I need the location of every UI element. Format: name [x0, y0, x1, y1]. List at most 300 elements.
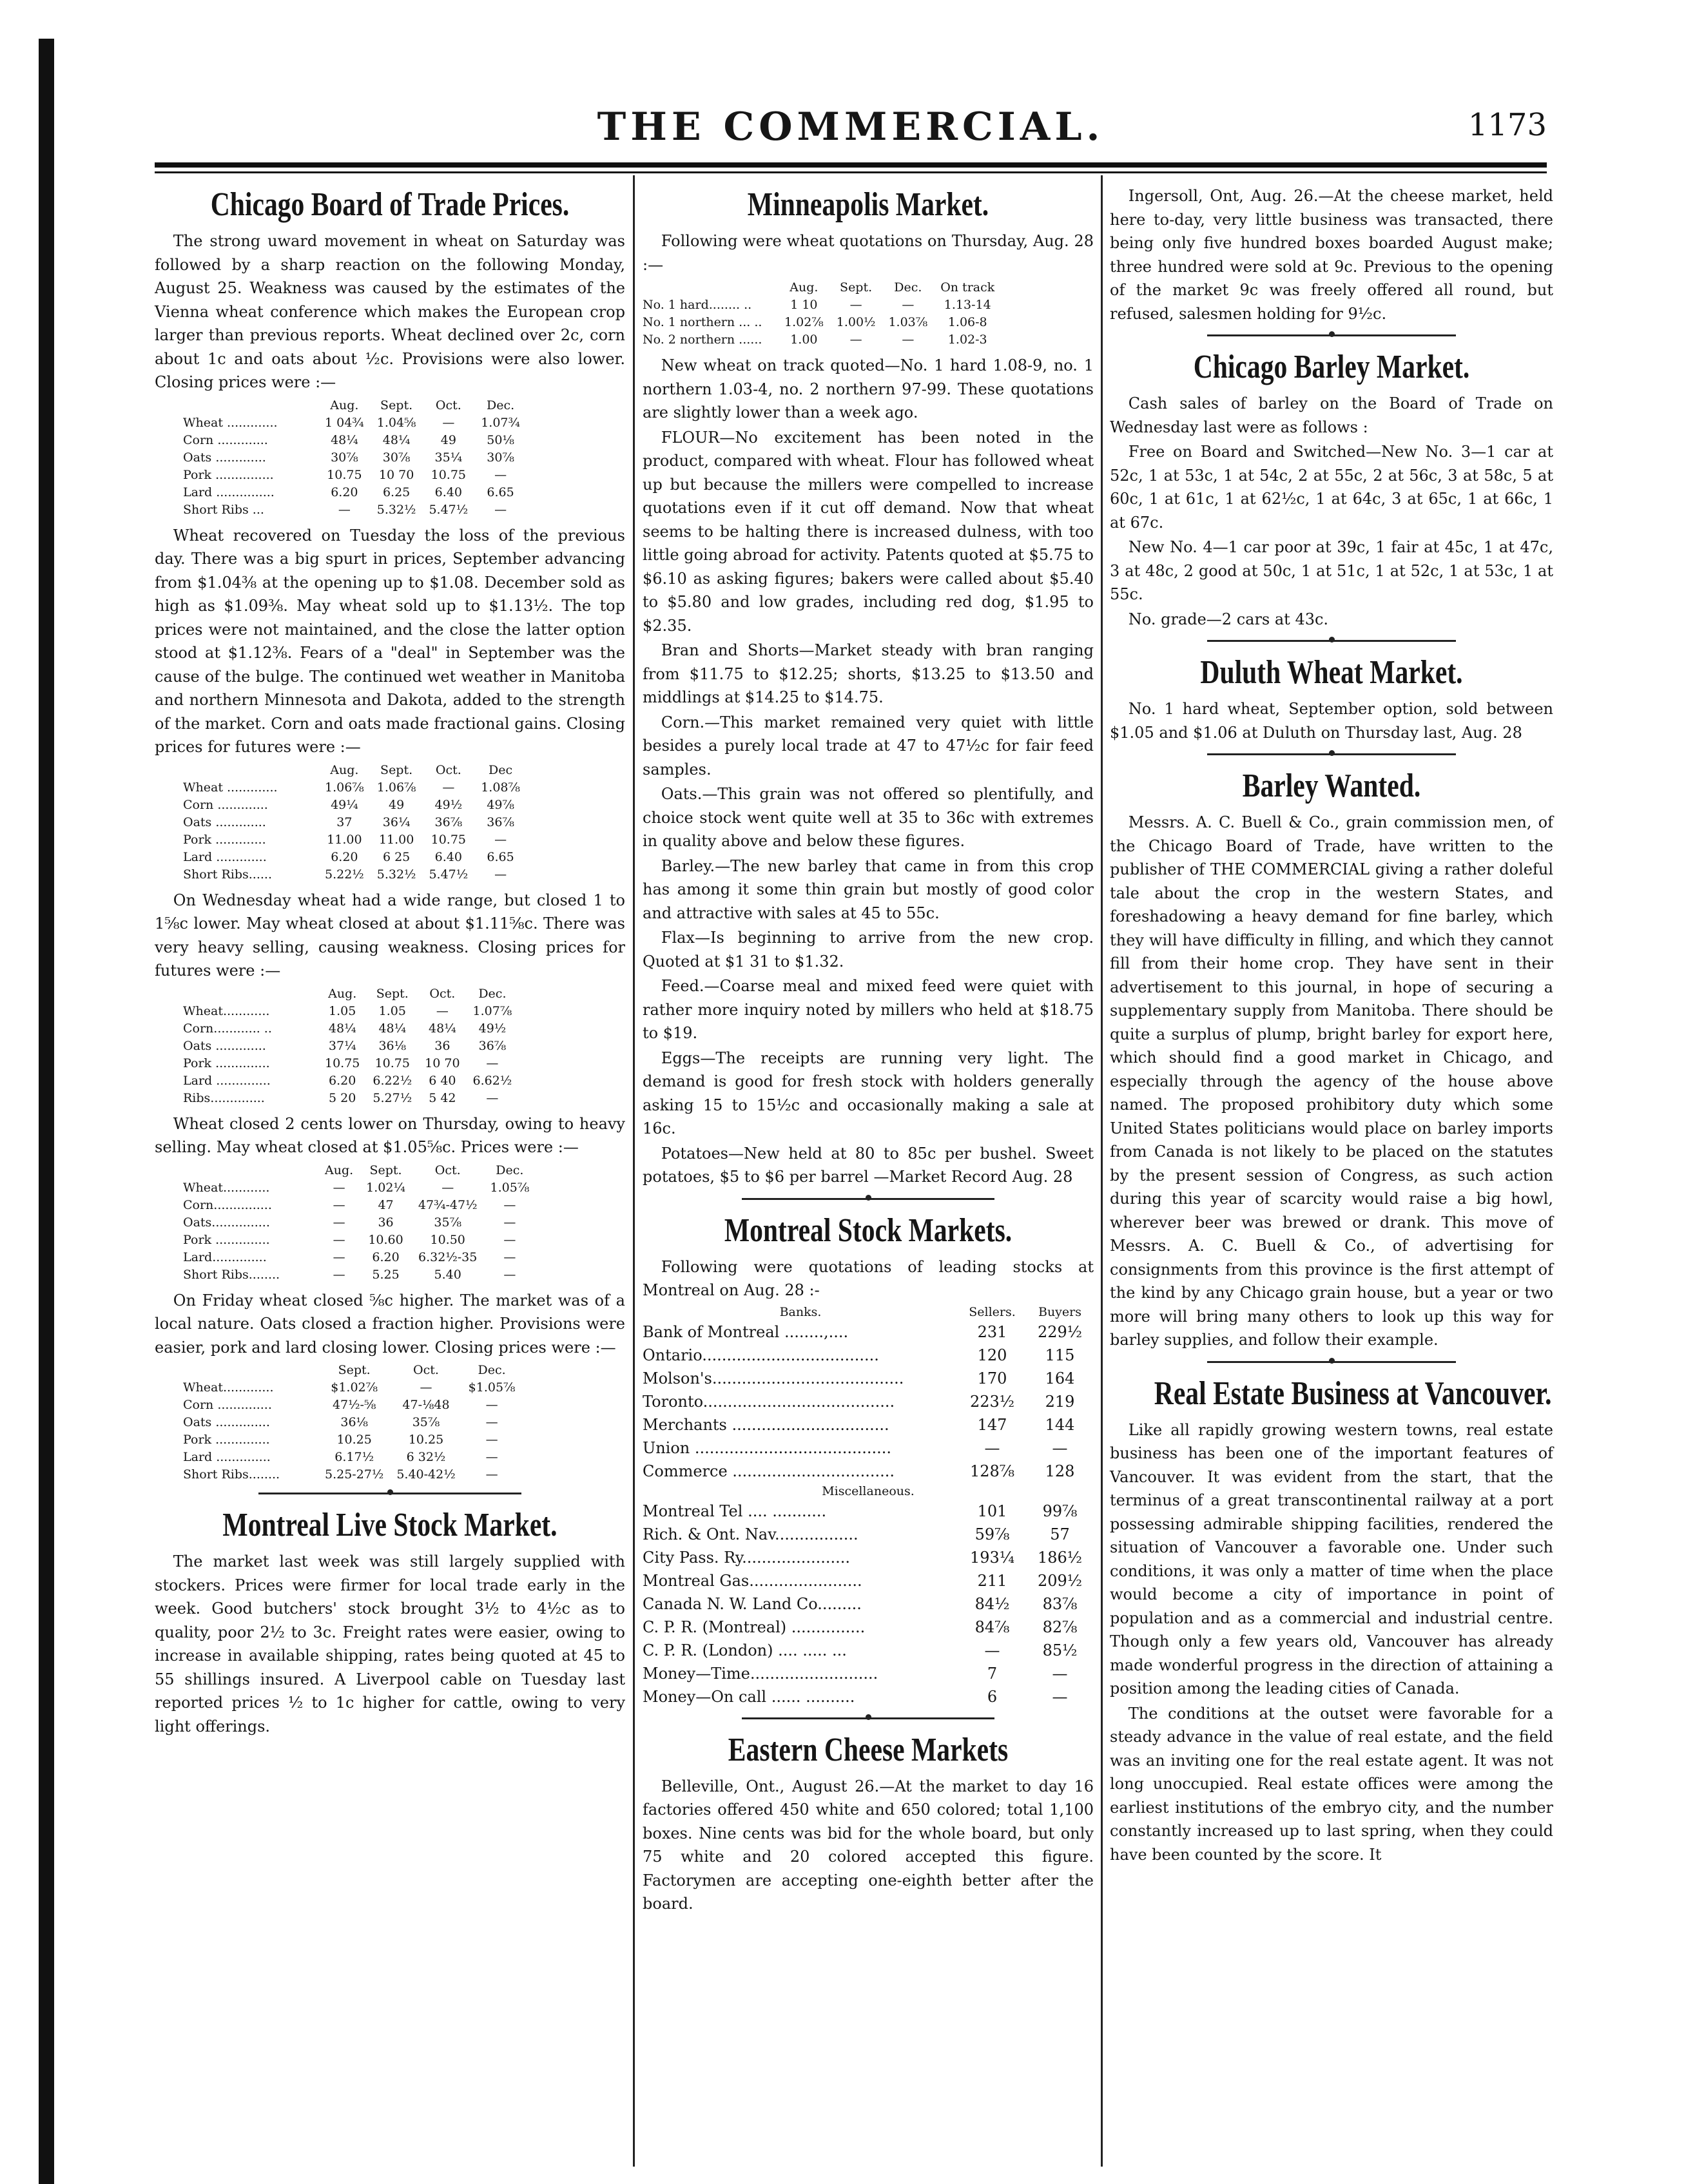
- price-cell: 48¼: [382, 432, 411, 447]
- commodity-label: Oats ..............: [183, 1415, 270, 1429]
- table-row: [183, 449, 527, 467]
- price-cell: —: [485, 1398, 498, 1412]
- price-cell: —: [436, 1003, 449, 1018]
- stock-row: [643, 1569, 1094, 1592]
- price-cell: —: [333, 1180, 345, 1195]
- column-header: Sept.: [338, 1363, 371, 1377]
- stock-name: Canada N. W. Land Co.........: [643, 1594, 862, 1613]
- price-cell: 1.06⅞: [376, 780, 416, 795]
- stock-price: 82⅞: [1042, 1618, 1078, 1636]
- stock-table: [643, 1304, 1094, 1708]
- price-cell: —: [494, 832, 507, 847]
- price-cell: —: [442, 415, 455, 430]
- price-cell: 36⅞: [478, 1038, 507, 1053]
- price-cell: 37¼: [328, 1038, 356, 1053]
- price-cell: 6.40: [434, 485, 462, 499]
- price-cell: 5.25-27½: [325, 1467, 384, 1482]
- price-cell: 36⅞: [434, 815, 463, 829]
- price-cell: 1.02-3: [947, 333, 987, 347]
- stock-price: 144: [1045, 1415, 1075, 1434]
- price-cell: 6 25: [382, 849, 411, 864]
- commodity-label: Oats .............: [183, 1038, 266, 1053]
- price-cell: —: [333, 1215, 345, 1230]
- table-row: [183, 1396, 521, 1414]
- price-cell: 1.02⅞: [784, 315, 824, 329]
- column-header: Aug.: [325, 1163, 354, 1177]
- price-cell: 1.13-14: [944, 298, 991, 312]
- price-cell: 6.65: [487, 849, 514, 864]
- paragraph: Wheat closed 2 cents lower on Thursday, owing to heavy selling. May wheat closed at $1.05⅝c. Prices were :—: [155, 1114, 625, 1156]
- column-divider: [633, 175, 635, 2167]
- column-1: [155, 184, 625, 1739]
- price-cell: 49½: [478, 1021, 507, 1036]
- commodity-label: Lard .............: [183, 849, 267, 864]
- commodity-label: Wheat.............: [183, 1380, 274, 1395]
- stock-row: [643, 1413, 1094, 1436]
- price-cell: —: [486, 1056, 499, 1070]
- price-cell: 11.00: [327, 832, 362, 847]
- commodity-label: Pork ...............: [183, 467, 274, 482]
- stock-row: [643, 1460, 1094, 1483]
- price-cell: 10.50: [430, 1232, 465, 1247]
- column-header: Dec.: [486, 398, 515, 412]
- stock-name: Ontario....................................: [643, 1346, 879, 1364]
- price-cell: 6.62½: [472, 1073, 512, 1088]
- price-cell: —: [503, 1232, 516, 1247]
- price-cell: 30⅞: [487, 450, 514, 465]
- price-cell: —: [333, 1232, 345, 1247]
- price-cell: —: [503, 1197, 516, 1212]
- commodity-label: Pork ..............: [183, 1433, 270, 1447]
- heading-duluth-wheat-market: Duluth Wheat Market.: [1200, 654, 1463, 691]
- price-cell: 5.25: [372, 1267, 400, 1282]
- commodity-label: Short Ribs......: [183, 867, 272, 882]
- paragraph: FLOUR—No excitement has been noted in the product, compared with wheat. Flour has followed wheat up but because the millers were compelled to increase quotations even if it cut off demand. Now that wheat seems to be halting there is increased dulness, with too little going abroad for activity. Patents quoted at $5.75 to $6.10 as asking figures; bakers were called about $5.40 to $5.80 and low grades, including red dog, $1.95 to $2.35.: [643, 428, 1094, 635]
- commodity-label: Wheat .............: [183, 780, 278, 795]
- heading-chicago-barley-market: Chicago Barley Market.: [1193, 349, 1470, 385]
- stock-row: [643, 1685, 1094, 1708]
- price-cell: 30⅞: [331, 450, 358, 465]
- stock-name: Money—On call ...... ..........: [643, 1687, 855, 1706]
- price-cell: 5.32½: [376, 867, 416, 882]
- price-cell: 10 70: [425, 1056, 460, 1070]
- price-cell: 49: [440, 432, 456, 447]
- price-cell: 36⅞: [487, 815, 514, 829]
- table-row: [643, 296, 1001, 314]
- price-cell: 1.02¼: [366, 1180, 405, 1195]
- table-row: [183, 866, 527, 884]
- heading-eastern-cheese-markets: Eastern Cheese Markets: [728, 1731, 1009, 1768]
- column-header: Aug.: [790, 280, 819, 295]
- table-row: [643, 314, 1001, 331]
- table-row: [183, 432, 527, 449]
- price-cell: 36: [434, 1038, 451, 1053]
- price-cell: 49½: [434, 797, 463, 812]
- stock-price: 99⅞: [1042, 1502, 1078, 1520]
- commodity-label: Pork .............: [183, 832, 266, 847]
- stock-name: Bank of Montreal ........,....: [643, 1322, 849, 1341]
- commodity-label: Wheat............: [183, 1003, 270, 1018]
- paragraph: The conditions at the outset were favorable for a steady advance in the value of real estate, and the field was an inviting one for the real estate agent. It was not long unoccupied. Real estate offices were among the earliest institutions of the embryo city, and the number constantly increased up to last spring, when they could have been counted by the score. It: [1110, 1704, 1553, 1864]
- stock-name: Rich. & Ont. Nav.................: [643, 1525, 858, 1543]
- commodity-label: Short Ribs ...: [183, 502, 264, 517]
- column-header: Dec.: [478, 986, 507, 1001]
- commodity-label: Pork ..............: [183, 1056, 270, 1070]
- column-header: Dec.: [894, 280, 922, 295]
- table-row: [183, 1090, 518, 1107]
- paragraph: On Wednesday wheat had a wide range, but closed 1 to 1⅝c lower. May wheat closed at about $1.11⅝c. There was very heavy selling, causing weakness. Closing prices for futures were :—: [155, 891, 625, 980]
- heading-real-estate-vancouver: Real Estate Business at Vancouver.: [1154, 1375, 1552, 1412]
- stock-row: [643, 1592, 1094, 1616]
- column-header: Sept.: [380, 398, 413, 412]
- price-table: [183, 397, 527, 519]
- stock-row: [643, 1500, 1094, 1523]
- section-separator: [1207, 334, 1455, 336]
- masthead-rule: [155, 162, 1547, 168]
- stock-row: [643, 1320, 1094, 1344]
- stock-row: [643, 1662, 1094, 1685]
- price-cell: 1 04¾: [325, 415, 364, 430]
- stock-row: [643, 1367, 1094, 1390]
- paragraph: The market last week was still largely supplied with stockers. Prices were firmer for local trade early in the week. Good butchers' stock brought 3½ to 4½c as to quality, poor 2½ to 3c. Freight rates were easier, owing to increase in available shipping, rates being quoted at 45 to 55 shillings insured. A Liverpool cable on Tuesday last reported prices ½ to 1c higher for cattle, owing to very light offerings.: [155, 1552, 625, 1735]
- price-cell: —: [494, 867, 507, 882]
- paragraph: Barley.—The new barley that came in from this crop has among it some thin grain but mostly of good color and attractive with sales at 45 to 55c.: [643, 856, 1094, 922]
- stock-price: 83⅞: [1042, 1594, 1078, 1613]
- commodity-label: Pork ..............: [183, 1232, 270, 1247]
- stock-price: —: [1052, 1664, 1068, 1683]
- paragraph: Following were quotations of leading stocks at Montreal on Aug. 28 :-: [643, 1257, 1094, 1299]
- stock-header-sellers: Sellers.: [969, 1304, 1016, 1319]
- paragraph: New wheat on track quoted—No. 1 hard 1.08-9, no. 1 northern 1.03-4, no. 2 northern 97-99. These quotations are slightly lower than a week ago.: [643, 356, 1094, 421]
- masthead-rule-thin: [155, 171, 1547, 173]
- table-row: [183, 1197, 536, 1214]
- price-cell: —: [441, 1180, 454, 1195]
- price-table: [183, 762, 527, 884]
- stock-price: 57: [1050, 1525, 1070, 1543]
- price-cell: —: [485, 1467, 498, 1482]
- price-cell: 1.05: [329, 1003, 356, 1018]
- stock-name: Money—Time..........................: [643, 1664, 878, 1683]
- commodity-label: Lard ...............: [183, 485, 275, 499]
- paragraph: Feed.—Coarse meal and mixed feed were quiet with rather more inquiry noted by millers who held at $18.75 to $19.: [643, 977, 1094, 1042]
- price-cell: 6.32½-35: [418, 1250, 478, 1264]
- commodity-label: No. 2 northern ......: [643, 333, 762, 347]
- table-row: [643, 331, 1001, 349]
- table-corner: [183, 397, 318, 414]
- column-header: Sept.: [840, 280, 873, 295]
- commodity-label: Wheat .............: [183, 415, 278, 430]
- paragraph: Potatoes—New held at 80 to 85c per bushel. Sweet potatoes, $5 to $6 per barrel —Market Record Aug. 28: [643, 1144, 1094, 1186]
- table-row: [183, 797, 527, 814]
- price-cell: 5.22½: [325, 867, 364, 882]
- paragraph: Ingersoll, Ont, Aug. 26.—At the cheese market, held here to-day, very little business was transacted, there being only five hundred boxes boarded August make; three hundred were sold at 9c. Previous to the opening of the market 9c was freely offered all round, but refused, salesmen holding for 9½c.: [1110, 187, 1553, 323]
- heading-montreal-stock-markets: Montreal Stock Markets.: [724, 1212, 1013, 1249]
- stock-price: 7: [987, 1664, 998, 1683]
- table-row: [183, 1214, 536, 1232]
- price-cell: —: [333, 1197, 345, 1212]
- stock-name: Molson's.......................................: [643, 1369, 904, 1387]
- price-cell: 10.75: [431, 832, 467, 847]
- stock-row: [643, 1546, 1094, 1569]
- price-cell: 47: [378, 1197, 394, 1212]
- stock-header-banks: Banks.: [779, 1304, 822, 1319]
- stock-name: Merchants ................................: [643, 1415, 889, 1434]
- table-row: [183, 1379, 521, 1396]
- paragraph: Eggs—The receipts are running very light. The demand is good for fresh stock with holders generally asking 15 to 15½c and occasionally making a sale at 16c.: [643, 1049, 1094, 1137]
- price-cell: 49¼: [331, 797, 358, 812]
- price-cell: 1.03⅞: [888, 315, 928, 329]
- price-cell: 1.00½: [836, 315, 876, 329]
- stock-price: 128⅞: [969, 1462, 1015, 1480]
- price-cell: 48¼: [328, 1021, 356, 1036]
- price-cell: 6.20: [331, 849, 358, 864]
- price-cell: —: [486, 1090, 499, 1105]
- price-cell: —: [503, 1215, 516, 1230]
- price-cell: 1 10: [790, 298, 818, 312]
- section-separator: [258, 1493, 522, 1494]
- stock-price: 84⅞: [974, 1618, 1010, 1636]
- price-cell: 5.47½: [429, 867, 469, 882]
- price-cell: 1.04⅝: [376, 415, 416, 430]
- stock-name: City Pass. Ry......................: [643, 1548, 850, 1567]
- price-cell: —: [485, 1433, 498, 1447]
- paragraph: Free on Board and Switched—New No. 3—1 car at 52c, 1 at 53c, 1 at 54c, 2 at 55c, 2 at 56c, 3 at 58c, 5 at 60c, 1 at 61c, 1 at 62½c, 1 at 64c, 3 at 65c, 1 at 66c, 1 at 67c.: [1110, 443, 1553, 532]
- stock-price: 85½: [1042, 1641, 1078, 1659]
- price-cell: 6 40: [429, 1073, 456, 1088]
- table-row: [183, 1466, 521, 1483]
- column-header: Aug.: [328, 986, 357, 1001]
- commodity-label: Corn ..............: [183, 1398, 272, 1412]
- table-row: [183, 1266, 536, 1284]
- column-divider: [1101, 175, 1103, 2167]
- stock-price: 101: [977, 1502, 1007, 1520]
- price-cell: 1.00: [790, 333, 818, 347]
- commodity-label: Corn .............: [183, 432, 268, 447]
- stock-name: Toronto.......................................: [643, 1392, 895, 1411]
- paragraph: Cash sales of barley on the Board of Trade on Wednesday last were as follows :: [1110, 394, 1553, 436]
- table-row: [183, 484, 527, 501]
- price-cell: 10.75: [325, 1056, 360, 1070]
- commodity-label: Wheat............: [183, 1180, 270, 1195]
- stock-price: 59⅞: [974, 1525, 1010, 1543]
- section-separator: [742, 1198, 994, 1200]
- paragraph: No. grade—2 cars at 43c.: [1128, 610, 1329, 628]
- price-cell: 6.40: [434, 849, 462, 864]
- price-cell: 5.40-42½: [396, 1467, 456, 1482]
- commodity-label: No. 1 northern ... ..: [643, 315, 762, 329]
- paragraph: Flax—Is beginning to arrive from the new crop. Quoted at $1 31 to $1.32.: [643, 929, 1094, 971]
- price-cell: —: [902, 298, 915, 312]
- commodity-label: Short Ribs........: [183, 1467, 280, 1482]
- price-cell: 35⅞: [412, 1415, 440, 1429]
- price-cell: —: [849, 298, 862, 312]
- price-cell: —: [485, 1450, 498, 1464]
- table-row: [183, 414, 527, 432]
- stock-price: 193¼: [969, 1548, 1015, 1567]
- stock-price: 147: [977, 1415, 1007, 1434]
- section-separator: [1207, 640, 1455, 642]
- price-table: [643, 279, 1001, 349]
- price-cell: 1.08⅞: [481, 780, 520, 795]
- stock-name: Montreal Tel .... ...........: [643, 1502, 827, 1520]
- price-cell: 1.06⅞: [325, 780, 364, 795]
- price-cell: —: [494, 467, 507, 482]
- stock-name: C. P. R. (London) .... ..... ...: [643, 1641, 847, 1659]
- table-row: [183, 814, 527, 831]
- stock-price: 84½: [974, 1594, 1010, 1613]
- commodity-label: Corn...............: [183, 1197, 272, 1212]
- price-cell: 5.47½: [429, 502, 469, 517]
- price-cell: 10.75: [431, 467, 467, 482]
- price-cell: —: [485, 1415, 498, 1429]
- column-header: Oct.: [435, 762, 461, 777]
- price-cell: 5.40: [434, 1267, 461, 1282]
- table-row: [183, 1020, 518, 1038]
- table-row: [183, 1414, 521, 1431]
- price-cell: 48¼: [331, 432, 358, 447]
- price-cell: —: [902, 333, 915, 347]
- table-row: [183, 1431, 521, 1449]
- column-3: [1110, 184, 1553, 1868]
- paragraph: New No. 4—1 car poor at 39c, 1 fair at 45c, 1 at 47c, 3 at 48c, 2 good at 50c, 1 at 51c, 1 at 52c, 1 at 53c, 1 at 55c.: [1110, 538, 1553, 603]
- price-cell: $1.02⅞: [331, 1380, 378, 1395]
- masthead: [155, 97, 1547, 168]
- table-row: [183, 1055, 518, 1072]
- table-row: [183, 1449, 521, 1466]
- price-cell: 6.20: [372, 1250, 400, 1264]
- table-corner: [183, 1162, 318, 1179]
- price-cell: 50⅛: [487, 432, 514, 447]
- stock-name: Commerce .................................: [643, 1462, 895, 1480]
- paragraph: Messrs. A. C. Buell & Co., grain commission men, of the Chicago Board of Trade, have written to the publisher of THE COMMERCIAL giving a rather doleful tale about the crop in the western States, and foreshadowing a heavy demand for fine barley, which they will have difficulty in filling, and which they cannot fill from their home crop. They have sent in their advertisement to this journal, in hope of securing a supplementary supply from Manitoba. There should be quite a surplus of plump, bright barley for export here, which should find a good market in Chicago, and especially through the agency of the house above named. The proposed prohibitory duty which some United States politicians would place on barley imports from Canada is not likely to be placed on the statutes by the present session of Congress, as such action during this year of scarcity would raise a big howl, wherever beer was brewed or drank. This move of Messrs. A. C. Buell & Co., of advertising for consignments from this province is the first attempt of the kind by any Chicago grain house, but a year or two more will bring many others to look up this way for barley supplies, and follow their example.: [1110, 813, 1553, 1349]
- commodity-label: Lard..............: [183, 1250, 267, 1264]
- price-cell: 10.60: [368, 1232, 403, 1247]
- price-cell: 6 32½: [406, 1450, 446, 1464]
- price-cell: —: [338, 502, 351, 517]
- stock-price: 223½: [969, 1392, 1015, 1411]
- commodity-label: No. 1 hard........ ..: [643, 298, 752, 312]
- stock-price: 164: [1045, 1369, 1075, 1387]
- price-cell: 49⅞: [487, 797, 514, 812]
- price-cell: 36⅛: [378, 1038, 407, 1053]
- price-cell: —: [333, 1250, 345, 1264]
- price-cell: —: [442, 780, 455, 795]
- stock-price: —: [1052, 1438, 1068, 1457]
- table-row: [183, 1072, 518, 1090]
- price-cell: 47¾-47½: [418, 1197, 478, 1212]
- column-2: [643, 184, 1094, 1917]
- page-binding-edge: [39, 39, 54, 2184]
- heading-chicago-board-of-trade: Chicago Board of Trade Prices.: [210, 186, 570, 223]
- column-header: Oct.: [413, 1363, 439, 1377]
- stock-price: —: [984, 1438, 1000, 1457]
- commodity-label: Oats .............: [183, 815, 266, 829]
- table-corner: [183, 762, 318, 779]
- price-cell: 36: [378, 1215, 394, 1230]
- stock-header-buyers: Buyers: [1038, 1304, 1081, 1319]
- price-cell: —: [420, 1380, 432, 1395]
- commodity-label: Corn............ ..: [183, 1021, 272, 1036]
- paragraph: The strong uward movement in wheat on Saturday was followed by a sharp reaction on the following Monday, August 25. Weakness was caused by the estimates of the Vienna wheat conference which makes the European crop larger than previous reports. Wheat declined over 2c, corn about 1c and oats about ½c. Provisions were also lower. Closing prices were :—: [155, 232, 625, 391]
- paragraph: No. 1 hard wheat, September option, sold between $1.05 and $1.06 at Duluth on Thursday last, Aug. 28: [1110, 700, 1553, 742]
- table-corner: [183, 985, 318, 1003]
- stock-row: [643, 1436, 1094, 1460]
- stock-price: 229½: [1037, 1322, 1083, 1341]
- stock-price: —: [984, 1641, 1000, 1659]
- stock-row: [643, 1616, 1094, 1639]
- heading-montreal-live-stock: Montreal Live Stock Market.: [222, 1507, 557, 1543]
- price-cell: 36¼: [382, 815, 411, 829]
- paragraph: Oats.—This grain was not offered so plentifully, and choice stock went quite well at 35 to 36c with extremes in quality above and below these figures.: [643, 785, 1094, 850]
- stock-subheader-misc: Miscellaneous.: [822, 1483, 915, 1498]
- price-cell: 6.20: [329, 1073, 356, 1088]
- table-row: [183, 1232, 536, 1249]
- column-header: Sept.: [376, 986, 409, 1001]
- column-header: Dec.: [478, 1363, 506, 1377]
- price-cell: 5.32½: [376, 502, 416, 517]
- commodity-label: Short Ribs........: [183, 1267, 280, 1282]
- price-cell: 1.07¾: [481, 415, 520, 430]
- column-header: Dec: [489, 762, 513, 777]
- price-cell: 11.00: [378, 832, 414, 847]
- paragraph: Wheat recovered on Tuesday the loss of the previous day. There was a big spurt in prices, September advancing from $1.04⅜ at the opening up to $1.08. December sold as high as $1.09⅜. May wheat sold up to $1.13½. The top prices were not maintained, and the close the latter option stood at $1.12⅜. Fears of a "deal" in September was the cause of the bulge. The continued wet weather in Manitoba and northern Minnesota and Dakota, added to the strength of the market. Corn and oats made fractional gains. Closing prices for futures were :—: [155, 526, 625, 756]
- price-cell: 6.22½: [373, 1073, 412, 1088]
- price-cell: 47½-⅝: [332, 1398, 376, 1412]
- commodity-label: Ribs..............: [183, 1090, 265, 1105]
- price-cell: 10 70: [378, 467, 414, 482]
- price-cell: —: [333, 1267, 345, 1282]
- price-cell: 1.05: [378, 1003, 406, 1018]
- stock-price: 115: [1045, 1346, 1075, 1364]
- price-cell: —: [503, 1250, 516, 1264]
- stock-name: C. P. R. (Montreal) ...............: [643, 1618, 866, 1636]
- paragraph: Following were wheat quotations on Thursday, Aug. 28 :—: [643, 232, 1094, 274]
- price-cell: 1.07⅞: [472, 1003, 512, 1018]
- stock-row: [643, 1523, 1094, 1546]
- table-corner: [643, 279, 778, 296]
- table-row: [183, 1038, 518, 1055]
- column-header: Dec.: [496, 1163, 524, 1177]
- price-cell: —: [503, 1267, 516, 1282]
- stock-price: 211: [977, 1571, 1007, 1590]
- price-cell: 5 42: [429, 1090, 456, 1105]
- stock-price: 128: [1045, 1462, 1075, 1480]
- stock-name: Montreal Gas.......................: [643, 1571, 862, 1590]
- paragraph: On Friday wheat closed ⅝c higher. The market was of a local nature. Oats closed a fraction higher. Provisions were easier, pork and lard closing lower. Closing prices were :—: [155, 1291, 625, 1357]
- stock-row: [643, 1344, 1094, 1367]
- price-cell: 1.06-8: [947, 315, 987, 329]
- table-row: [183, 1179, 536, 1197]
- price-table: [183, 985, 518, 1107]
- table-row: [183, 1003, 518, 1020]
- price-cell: 30⅞: [382, 450, 411, 465]
- price-cell: 10.25: [336, 1433, 372, 1447]
- stock-price: 219: [1045, 1392, 1075, 1411]
- paragraph: Corn.—This market remained very quiet with little besides a purely local trade at 47 to 47½c for fair feed samples.: [643, 713, 1094, 778]
- column-header: Aug.: [330, 398, 359, 412]
- price-cell: 6.20: [331, 485, 358, 499]
- price-cell: 1.05⅞: [490, 1180, 530, 1195]
- price-cell: 48¼: [378, 1021, 407, 1036]
- stock-row: [643, 1390, 1094, 1413]
- price-cell: 10.25: [408, 1433, 444, 1447]
- stock-name: Union ........................................: [643, 1438, 892, 1457]
- table-row: [183, 501, 527, 519]
- table-corner: [183, 1362, 318, 1379]
- section-separator: [1207, 753, 1455, 755]
- stock-price: 186½: [1037, 1548, 1083, 1567]
- heading-minneapolis-market: Minneapolis Market.: [747, 186, 989, 223]
